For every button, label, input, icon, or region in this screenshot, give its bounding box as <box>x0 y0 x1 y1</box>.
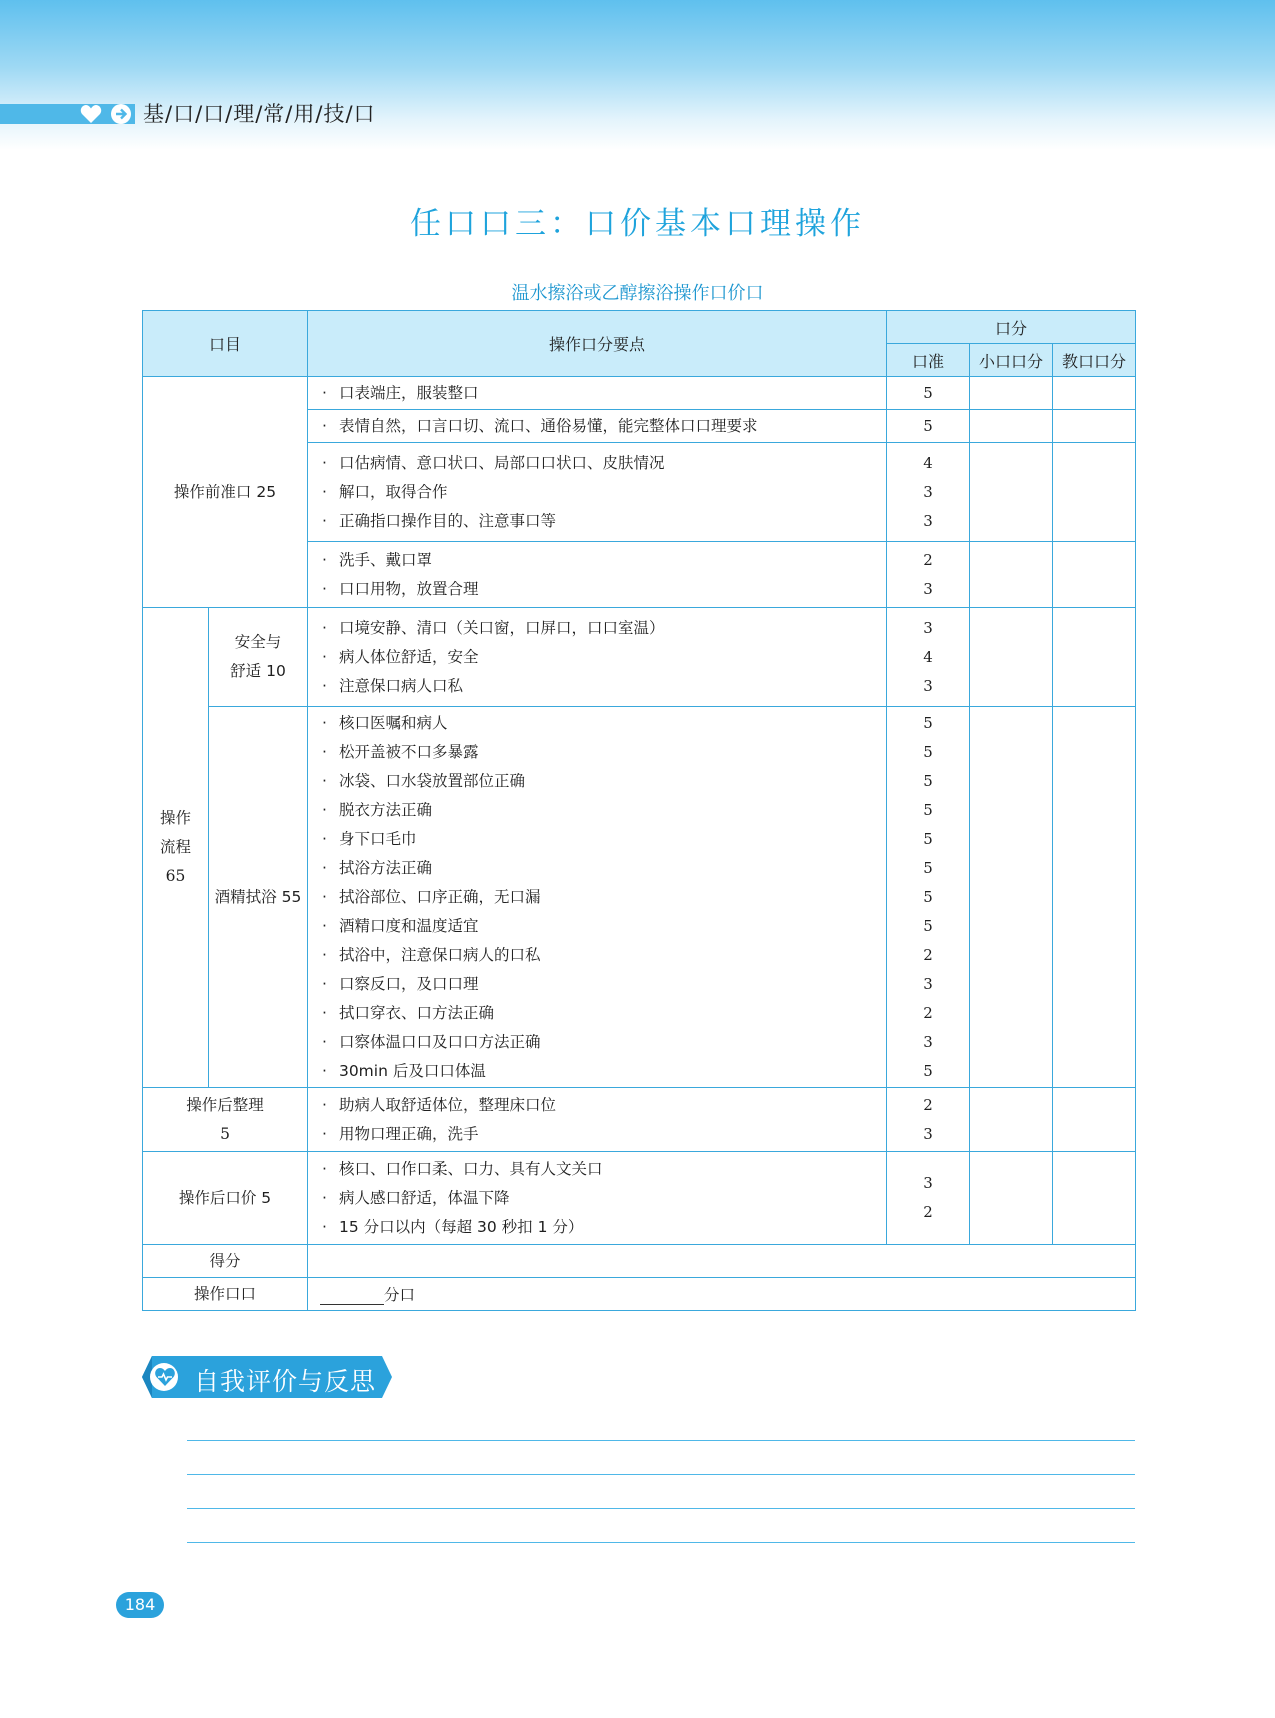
item-text: · 冰袋、口水袋放置部位正确 <box>308 767 886 796</box>
writing-line[interactable] <box>187 1542 1135 1543</box>
standard-score-cell <box>887 707 970 1088</box>
score-value: 2 <box>923 1095 933 1114</box>
item-text: · 正确指口操作目的、注意事口等 <box>308 507 886 536</box>
item-cell <box>308 1088 887 1152</box>
item-text: · 酒精口度和温度适宜 <box>308 912 886 941</box>
score-value: 2 <box>923 945 933 964</box>
score-value: 3 <box>923 1032 933 1051</box>
standard-score-cell <box>887 1088 970 1152</box>
item-text: · 松开盖被不口多暴露 <box>308 738 886 767</box>
score-value: 5 <box>923 800 933 819</box>
category-text: 操作后整理 <box>186 1095 264 1114</box>
group-score-input[interactable] <box>970 443 1053 542</box>
score-value: 5 <box>923 713 933 732</box>
group-score-input[interactable] <box>970 707 1053 1088</box>
category-cell <box>143 1088 308 1152</box>
score-value: 5 <box>923 742 933 761</box>
score-value: 5 <box>923 771 933 790</box>
teacher-score-input[interactable] <box>1053 542 1136 608</box>
total-score-input[interactable] <box>308 1245 1136 1278</box>
category-text: 65 <box>165 867 186 885</box>
item-text: · 表情自然，口言口切、流口、通俗易懂，能完整体口口理要求 <box>308 412 886 441</box>
standard-score-cell <box>887 1152 970 1245</box>
page-title: 任口口三：口价基本口理操作 <box>410 206 865 242</box>
item-text: · 15 分口以内（每超 30 秒扣 1 分） <box>308 1213 886 1242</box>
category-cell: 操作前准口 25 <box>143 377 308 608</box>
writing-line[interactable] <box>187 1474 1135 1475</box>
item-text: · 脱衣方法正确 <box>308 796 886 825</box>
item-text: · 口察反口，及口口理 <box>308 970 886 999</box>
time-label: 操作口口 <box>143 1278 308 1311</box>
item-text: · 洗手、戴口罩 <box>308 546 886 575</box>
standard-score-cell <box>887 443 970 542</box>
standard-score-cell <box>887 608 970 707</box>
teacher-score-input[interactable] <box>1053 443 1136 542</box>
score-value: 3 <box>923 482 933 501</box>
score-value: 3 <box>923 974 933 993</box>
item-text: · 口估病情、意口状口、局部口口状口、皮肤情况 <box>308 449 886 478</box>
group-score-input[interactable] <box>970 410 1053 443</box>
teacher-score-input[interactable] <box>1053 1152 1136 1245</box>
category-text: 流程 <box>159 838 191 856</box>
score-value: 5 <box>923 887 933 906</box>
teacher-score-input[interactable] <box>1053 377 1136 410</box>
item-text: · 拭口穿衣、口方法正确 <box>308 999 886 1028</box>
teacher-score-input[interactable] <box>1053 707 1136 1088</box>
item-text: · 口境安静、清口（关口窗，口屏口，口口室温） <box>308 614 886 643</box>
column-header-points: 操作口分要点 <box>308 311 887 377</box>
group-score-input[interactable] <box>970 377 1053 410</box>
table-row <box>143 1152 1136 1245</box>
category-text: 操作 <box>159 809 191 827</box>
score-value: 2 <box>923 1203 933 1221</box>
subcategory-text: 舒适 10 <box>230 662 286 680</box>
standard-score-cell <box>887 410 970 443</box>
item-cell <box>308 608 887 707</box>
score-value: 3 <box>923 676 933 695</box>
teacher-score-input[interactable] <box>1053 410 1136 443</box>
category-cell <box>143 608 209 1088</box>
evaluation-table <box>142 310 1136 1311</box>
table-row <box>143 608 1136 707</box>
item-text: · 病人体位舒适，安全 <box>308 643 886 672</box>
group-score-input[interactable] <box>970 542 1053 608</box>
table-row <box>143 1088 1136 1152</box>
item-text: · 30min 后及口口体温 <box>308 1057 886 1086</box>
score-value: 4 <box>923 453 933 472</box>
item-text: · 解口，取得合作 <box>308 478 886 507</box>
score-value: 3 <box>923 579 933 598</box>
subcategory-cell <box>209 608 308 707</box>
item-cell <box>308 707 887 1088</box>
score-value: 4 <box>923 647 933 666</box>
arrow-right-circle-icon <box>110 103 132 125</box>
table-row <box>143 1278 1136 1311</box>
subcategory-cell <box>209 707 308 1088</box>
column-header-teacher-score: 教口口分 <box>1053 344 1136 377</box>
score-value: 5 <box>923 916 933 935</box>
item-text: · 口口用物，放置合理 <box>308 575 886 604</box>
table-row <box>143 377 1136 410</box>
item-text: · 拭浴中，注意保口病人的口私 <box>308 941 886 970</box>
item-cell <box>308 377 887 410</box>
item-cell <box>308 1152 887 1245</box>
item-text: · 核口、口作口柔、口力、具有人文关口 <box>308 1155 886 1184</box>
score-label: 得分 <box>143 1245 308 1278</box>
category-cell: 操作后口价 5 <box>143 1152 308 1245</box>
time-input[interactable] <box>320 1286 384 1305</box>
column-header-project: 口目 <box>143 311 308 377</box>
standard-score-cell <box>887 377 970 410</box>
writing-line[interactable] <box>187 1508 1135 1509</box>
group-score-input[interactable] <box>970 608 1053 707</box>
score-value: 2 <box>923 1003 933 1022</box>
item-text: · 拭浴方法正确 <box>308 854 886 883</box>
item-text: · 病人感口舒适，体温下降 <box>308 1184 886 1213</box>
heart-icon <box>80 104 102 124</box>
teacher-score-input[interactable] <box>1053 1088 1136 1152</box>
item-text: · 口察体温口口及口口方法正确 <box>308 1028 886 1057</box>
header-breadcrumb: 基/口/口/理/常/用/技/口 <box>143 102 376 126</box>
item-cell <box>308 410 887 443</box>
item-text: · 核口医嘱和病人 <box>308 709 886 738</box>
item-text: · 口表端庄，服装整口 <box>308 379 886 408</box>
item-text: · 身下口毛巾 <box>308 825 886 854</box>
self-eval-title: 自我评价与反思 <box>194 1367 377 1396</box>
table-row <box>143 707 1136 1088</box>
writing-line[interactable] <box>187 1440 1135 1441</box>
subcategory-text: 安全与 <box>234 633 282 651</box>
table-row <box>143 1245 1136 1278</box>
item-text: · 助病人取舒适体位，整理床口位 <box>308 1091 886 1120</box>
item-cell <box>308 542 887 608</box>
score-value: 3 <box>923 1174 933 1192</box>
page-number: 184 <box>116 1592 164 1618</box>
group-score-input[interactable] <box>970 1152 1053 1245</box>
score-value: 5 <box>923 383 933 402</box>
group-score-input[interactable] <box>970 1088 1053 1152</box>
item-text: · 用物口理正确，洗手 <box>308 1120 886 1149</box>
category-text: 5 <box>220 1124 230 1143</box>
header-icons <box>80 103 132 125</box>
column-header-group-score: 小口口分 <box>970 344 1053 377</box>
column-header-score-group: 口分 <box>887 311 1136 344</box>
score-value: 3 <box>923 511 933 530</box>
score-value: 5 <box>923 416 933 435</box>
time-unit: 分口 <box>384 1286 416 1304</box>
item-cell <box>308 443 887 542</box>
score-value: 2 <box>923 550 933 569</box>
score-value: 3 <box>923 618 933 637</box>
time-cell <box>308 1278 1136 1311</box>
column-header-standard: 口准 <box>887 344 970 377</box>
item-text: · 注意保口病人口私 <box>308 672 886 701</box>
score-value: 3 <box>923 1124 933 1143</box>
score-value: 5 <box>923 829 933 848</box>
score-value: 5 <box>923 858 933 877</box>
table-caption: 温水擦浴或乙醇擦浴操作口价口 <box>511 283 764 304</box>
standard-score-cell <box>887 542 970 608</box>
subcategory-text: 酒精拭浴 55 <box>214 887 302 906</box>
score-value: 5 <box>923 1061 933 1080</box>
item-text: · 拭浴部位、口序正确，无口漏 <box>308 883 886 912</box>
teacher-score-input[interactable] <box>1053 608 1136 707</box>
